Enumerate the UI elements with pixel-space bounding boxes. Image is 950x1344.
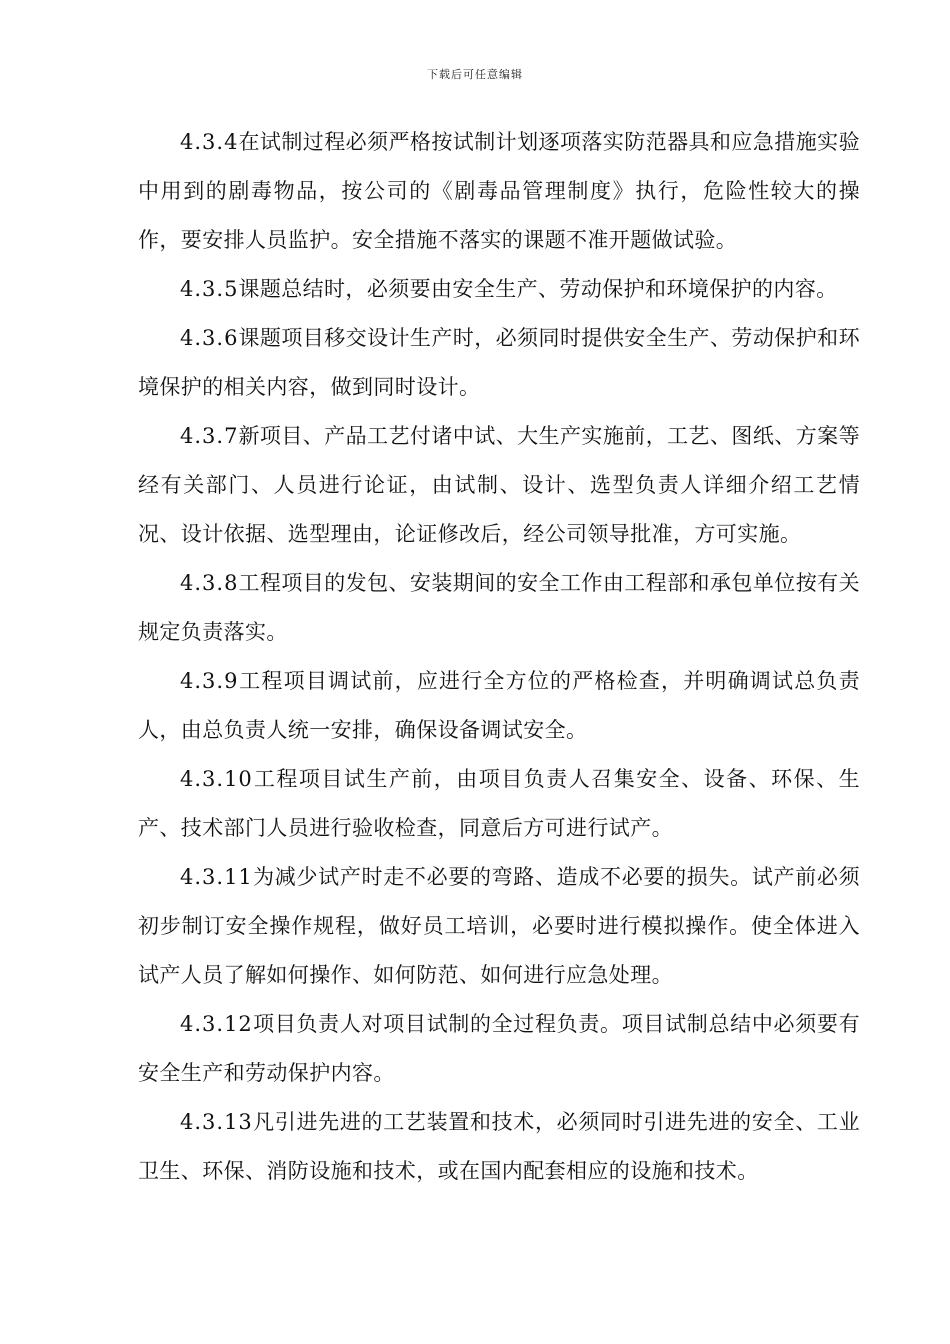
- clause-number: 4.3.12: [180, 1012, 253, 1036]
- clause-number: 4.3.9: [180, 669, 239, 693]
- clause-number: 4.3.13: [180, 1110, 253, 1134]
- clause-number: 4.3.4: [180, 130, 239, 154]
- clause-4-3-8: [138, 559, 860, 657]
- clause-4-3-9: [138, 657, 860, 755]
- clause-number: 4.3.5: [180, 277, 239, 301]
- clause-text: 为减少试产时走不必要的弯路、造成不必要的损失。试产前必须初步制订安全操作规程，做好员工培训，必要时进行模拟操作。使全体进入试产人员了解如何操作、如何防范、如何进行应急处理。: [138, 865, 860, 987]
- clause-4-3-13: [138, 1098, 860, 1196]
- clause-text: 工程项目调试前，应进行全方位的严格检查，并明确调试总负责人，由总负责人统一安排，确保设备调试安全。: [138, 669, 860, 742]
- clause-text: 工程项目试生产前，由项目负责人召集安全、设备、环保、生产、技术部门人员进行验收检查，同意后方可进行试产。: [138, 767, 860, 840]
- clause-4-3-6: [138, 314, 860, 412]
- clause-4-3-7: [138, 412, 860, 559]
- clause-4-3-4: [138, 118, 860, 265]
- clause-text: 项目负责人对项目试制的全过程负责。项目试制总结中必须要有安全生产和劳动保护内容。: [138, 1012, 860, 1085]
- clause-4-3-11: [138, 853, 860, 1000]
- clause-text: 凡引进先进的工艺装置和技术，必须同时引进先进的安全、工业卫生、环保、消防设施和技术，或在国内配套相应的设施和技术。: [138, 1110, 860, 1183]
- clause-number: 4.3.11: [180, 865, 253, 889]
- clause-number: 4.3.8: [180, 571, 239, 595]
- clause-text: 工程项目的发包、安装期间的安全工作由工程部和承包单位按有关规定负责落实。: [138, 571, 860, 644]
- clause-4-3-10: [138, 755, 860, 853]
- clause-number: 4.3.7: [180, 424, 239, 448]
- clause-4-3-5: [138, 265, 860, 314]
- clause-text: 课题项目移交设计生产时，必须同时提供安全生产、劳动保护和环境保护的相关内容，做到同时设计。: [138, 326, 860, 399]
- clause-text: 课题总结时，必须要由安全生产、劳动保护和环境保护的内容。: [238, 277, 838, 301]
- document-body: [138, 118, 860, 1196]
- clause-text: 新项目、产品工艺付诸中试、大生产实施前，工艺、图纸、方案等经有关部门、人员进行论证，由试制、设计、选型负责人详细介绍工艺情况、设计依据、选型理由，论证修改后，经公司领导批准，方可实施。: [138, 424, 860, 546]
- page-header: 下载后可任意编辑: [427, 68, 523, 81]
- clause-4-3-12: [138, 1000, 860, 1098]
- clause-number: 4.3.6: [180, 326, 239, 350]
- clause-text: 在试制过程必须严格按试制计划逐项落实防范器具和应急措施实验中用到的剧毒物品，按公司的《剧毒品管理制度》执行，危险性较大的操作，要安排人员监护。安全措施不落实的课题不准开题做试验。: [138, 130, 860, 252]
- clause-number: 4.3.10: [180, 767, 253, 791]
